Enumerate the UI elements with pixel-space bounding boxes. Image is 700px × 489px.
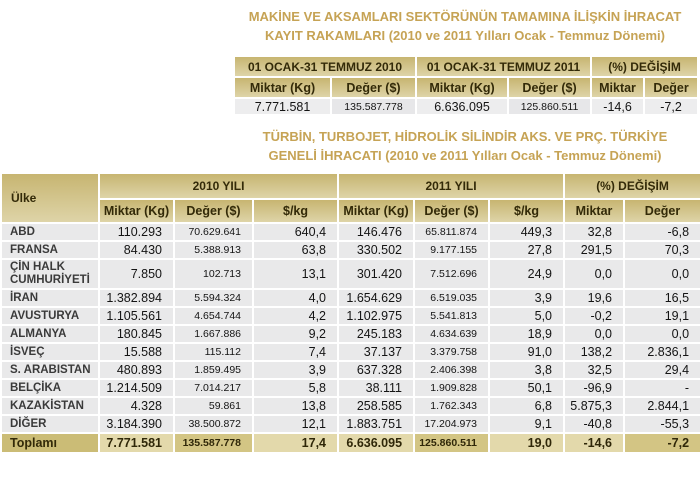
table-row bbox=[1, 361, 700, 379]
country-cell: AVUSTURYA bbox=[1, 307, 99, 325]
value-cell: 70,3 bbox=[624, 241, 700, 259]
col-header: Değer ($) bbox=[174, 199, 253, 223]
value-cell: -7,2 bbox=[644, 98, 698, 115]
country-cell: S. ARABISTAN bbox=[1, 361, 99, 379]
value-cell: 3.379.758 bbox=[414, 343, 489, 361]
value-cell: 1.883.751 bbox=[338, 415, 414, 433]
total-value-cell: -14,6 bbox=[564, 433, 624, 453]
total-value-cell: -7,2 bbox=[624, 433, 700, 453]
value-cell: 115.112 bbox=[174, 343, 253, 361]
col-header: Miktar (Kg) bbox=[338, 199, 414, 223]
sector-summary-table bbox=[233, 55, 699, 116]
value-cell: 640,4 bbox=[253, 223, 338, 241]
value-cell: 3,9 bbox=[489, 289, 564, 307]
table-row bbox=[1, 379, 700, 397]
table-row bbox=[1, 415, 700, 433]
value-cell: 0,0 bbox=[564, 259, 624, 289]
summary-title-line1: MAKİNE VE AKSAMLARI SEKTÖRÜNÜN TAMAMINA İLİŞKİN İHRACAT bbox=[248, 9, 682, 24]
col-header: Miktar (Kg) bbox=[99, 199, 174, 223]
table-row bbox=[1, 307, 700, 325]
value-cell: 18,9 bbox=[489, 325, 564, 343]
value-cell: 13,1 bbox=[253, 259, 338, 289]
col-header: Miktar (Kg) bbox=[416, 77, 508, 98]
value-cell: 1.654.629 bbox=[338, 289, 414, 307]
value-cell: 1.667.886 bbox=[174, 325, 253, 343]
value-cell: 7.014.217 bbox=[174, 379, 253, 397]
country-cell: FRANSA bbox=[1, 241, 99, 259]
value-cell: 5,8 bbox=[253, 379, 338, 397]
value-cell: 180.845 bbox=[99, 325, 174, 343]
total-value-cell: 17,4 bbox=[253, 433, 338, 453]
col-header: Değer bbox=[624, 199, 700, 223]
summary-title-line2: KAYIT RAKAMLARI (2010 ve 2011 Yılları Ocak - Temmuz Dönemi) bbox=[264, 28, 665, 43]
country-cell: İSVEÇ bbox=[1, 343, 99, 361]
value-cell: 0,0 bbox=[624, 325, 700, 343]
value-cell: 59.861 bbox=[174, 397, 253, 415]
col-header: Miktar (Kg) bbox=[234, 77, 331, 98]
value-cell: 37.137 bbox=[338, 343, 414, 361]
value-cell: 7.771.581 bbox=[234, 98, 331, 115]
country-title-line1: TÜRBİN, TURBOJET, HİDROLİK SİLİNDİR AKS. VE PRÇ. TÜRKİYE bbox=[262, 129, 668, 144]
total-value-cell: 125.860.511 bbox=[414, 433, 489, 453]
value-cell: 637.328 bbox=[338, 361, 414, 379]
total-value-cell: 7.771.581 bbox=[99, 433, 174, 453]
value-cell: 17.204.973 bbox=[414, 415, 489, 433]
value-cell: 5.594.324 bbox=[174, 289, 253, 307]
value-cell: 19,6 bbox=[564, 289, 624, 307]
value-cell: 4.328 bbox=[99, 397, 174, 415]
country-column-header: Ülke bbox=[1, 173, 99, 223]
country-group-header-row bbox=[1, 173, 700, 199]
value-cell: 65.811.874 bbox=[414, 223, 489, 241]
value-cell: 9,1 bbox=[489, 415, 564, 433]
value-cell: 9,2 bbox=[253, 325, 338, 343]
group-header-2010: 2010 YILI bbox=[99, 173, 338, 199]
value-cell: -14,6 bbox=[591, 98, 644, 115]
table-row bbox=[1, 259, 700, 289]
value-cell: 0,0 bbox=[564, 325, 624, 343]
value-cell: 1.102.975 bbox=[338, 307, 414, 325]
value-cell: 70.629.641 bbox=[174, 223, 253, 241]
value-cell: 5.388.913 bbox=[174, 241, 253, 259]
value-cell: 301.420 bbox=[338, 259, 414, 289]
value-cell: 291,5 bbox=[564, 241, 624, 259]
value-cell: 125.860.511 bbox=[508, 98, 591, 115]
value-cell: 15.588 bbox=[99, 343, 174, 361]
value-cell: 3.184.390 bbox=[99, 415, 174, 433]
value-cell: 6.519.035 bbox=[414, 289, 489, 307]
summary-sub-header-row bbox=[234, 77, 698, 98]
country-cell: DİĞER bbox=[1, 415, 99, 433]
value-cell: 3,8 bbox=[489, 361, 564, 379]
total-value-cell: 6.636.095 bbox=[338, 433, 414, 453]
value-cell: 32,8 bbox=[564, 223, 624, 241]
value-cell: 138,2 bbox=[564, 343, 624, 361]
total-value-cell: 19,0 bbox=[489, 433, 564, 453]
value-cell: 32,5 bbox=[564, 361, 624, 379]
value-cell: 24,9 bbox=[489, 259, 564, 289]
summary-group-header-row bbox=[234, 56, 698, 77]
value-cell: 5.541.813 bbox=[414, 307, 489, 325]
value-cell: 38.111 bbox=[338, 379, 414, 397]
col-header: Değer ($) bbox=[414, 199, 489, 223]
table-row bbox=[1, 397, 700, 415]
value-cell: 1.214.509 bbox=[99, 379, 174, 397]
value-cell: 7,4 bbox=[253, 343, 338, 361]
total-label: Toplamı bbox=[1, 433, 99, 453]
value-cell: 449,3 bbox=[489, 223, 564, 241]
value-cell: 135.587.778 bbox=[331, 98, 416, 115]
value-cell: 27,8 bbox=[489, 241, 564, 259]
group-header-2010: 01 OCAK-31 TEMMUZ 2010 bbox=[234, 56, 416, 77]
value-cell: 50,1 bbox=[489, 379, 564, 397]
value-cell: 1.762.343 bbox=[414, 397, 489, 415]
value-cell: 84.430 bbox=[99, 241, 174, 259]
value-cell: 38.500.872 bbox=[174, 415, 253, 433]
value-cell: 110.293 bbox=[99, 223, 174, 241]
col-header: $/kg bbox=[489, 199, 564, 223]
table-row bbox=[1, 241, 700, 259]
value-cell: 0,0 bbox=[624, 259, 700, 289]
value-cell: 29,4 bbox=[624, 361, 700, 379]
value-cell: -55,3 bbox=[624, 415, 700, 433]
value-cell: 258.585 bbox=[338, 397, 414, 415]
value-cell: 1.859.495 bbox=[174, 361, 253, 379]
value-cell: - bbox=[624, 379, 700, 397]
value-cell: 146.476 bbox=[338, 223, 414, 241]
group-header-2011: 2011 YILI bbox=[338, 173, 564, 199]
country-sub-header-row bbox=[1, 199, 700, 223]
value-cell: 16,5 bbox=[624, 289, 700, 307]
value-cell: 19,1 bbox=[624, 307, 700, 325]
col-header: $/kg bbox=[253, 199, 338, 223]
value-cell: 5,0 bbox=[489, 307, 564, 325]
country-breakdown-table bbox=[0, 172, 700, 454]
total-value-cell: 135.587.778 bbox=[174, 433, 253, 453]
value-cell: 102.713 bbox=[174, 259, 253, 289]
value-cell: 1.382.894 bbox=[99, 289, 174, 307]
value-cell: 13,8 bbox=[253, 397, 338, 415]
group-header-2011: 01 OCAK-31 TEMMUZ 2011 bbox=[416, 56, 591, 77]
value-cell: 7.512.696 bbox=[414, 259, 489, 289]
value-cell: 4,2 bbox=[253, 307, 338, 325]
value-cell: 6,8 bbox=[489, 397, 564, 415]
country-cell: İRAN bbox=[1, 289, 99, 307]
col-header: Değer ($) bbox=[331, 77, 416, 98]
value-cell: 4,0 bbox=[253, 289, 338, 307]
col-header: Miktar bbox=[564, 199, 624, 223]
value-cell: 245.183 bbox=[338, 325, 414, 343]
value-cell: 1.105.561 bbox=[99, 307, 174, 325]
value-cell: 480.893 bbox=[99, 361, 174, 379]
value-cell: 4.654.744 bbox=[174, 307, 253, 325]
table-row bbox=[1, 343, 700, 361]
value-cell: 1.909.828 bbox=[414, 379, 489, 397]
value-cell: 91,0 bbox=[489, 343, 564, 361]
country-table-title bbox=[233, 127, 697, 165]
value-cell: -6,8 bbox=[624, 223, 700, 241]
value-cell: 2.406.398 bbox=[414, 361, 489, 379]
value-cell: 2.844,1 bbox=[624, 397, 700, 415]
value-cell: 5.875,3 bbox=[564, 397, 624, 415]
value-cell: 4.634.639 bbox=[414, 325, 489, 343]
group-header-change: (%) DEĞİŞİM bbox=[564, 173, 700, 199]
value-cell: 330.502 bbox=[338, 241, 414, 259]
value-cell: 7.850 bbox=[99, 259, 174, 289]
value-cell: 63,8 bbox=[253, 241, 338, 259]
total-row bbox=[1, 433, 700, 453]
value-cell: 12,1 bbox=[253, 415, 338, 433]
table-row bbox=[1, 325, 700, 343]
value-cell: -0,2 bbox=[564, 307, 624, 325]
country-cell: ALMANYA bbox=[1, 325, 99, 343]
summary-data-row bbox=[234, 98, 698, 115]
group-header-change: (%) DEĞİŞİM bbox=[591, 56, 698, 77]
country-title-line2: GENELİ İHRACATI (2010 ve 2011 Yılları Ocak - Temmuz Dönemi) bbox=[268, 148, 662, 163]
country-cell: BELÇİKA bbox=[1, 379, 99, 397]
country-cell: ÇİN HALK CUMHURİYETİ bbox=[1, 259, 99, 289]
col-header: Değer ($) bbox=[508, 77, 591, 98]
table-row bbox=[1, 223, 700, 241]
table-row bbox=[1, 289, 700, 307]
country-cell: KAZAKİSTAN bbox=[1, 397, 99, 415]
col-header: Miktar bbox=[591, 77, 644, 98]
value-cell: 3,9 bbox=[253, 361, 338, 379]
value-cell: 2.836,1 bbox=[624, 343, 700, 361]
summary-table-title bbox=[233, 0, 697, 45]
value-cell: 9.177.155 bbox=[414, 241, 489, 259]
country-cell: ABD bbox=[1, 223, 99, 241]
value-cell: -40,8 bbox=[564, 415, 624, 433]
value-cell: -96,9 bbox=[564, 379, 624, 397]
col-header: Değer bbox=[644, 77, 698, 98]
value-cell: 6.636.095 bbox=[416, 98, 508, 115]
